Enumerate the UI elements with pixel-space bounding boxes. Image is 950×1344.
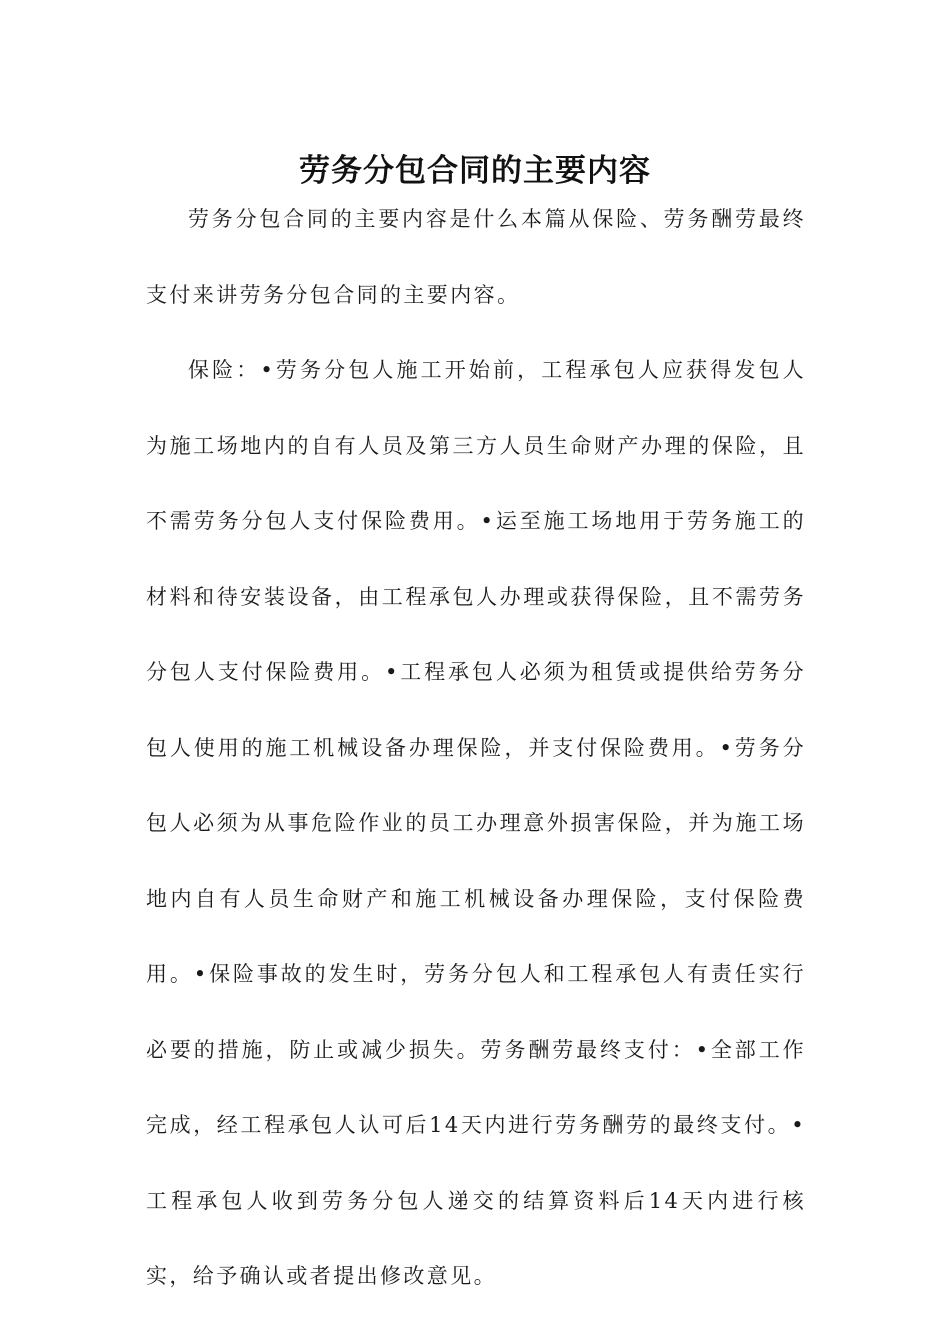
intro-section: [146, 182, 806, 333]
insurance-and-payment-paragraph: 保险：•劳务分包人施工开始前，工程承包人应获得发包人为施工场地内的自有人员及第三方人员生命财产办理的保险，且不需劳务分包人支付保险费用。•运至施工场地用于劳务施工的材料和待安装设备，由工程承包人办理或获得保险，且不需劳务分包人支付保险费用。•工程承包人必须为租赁或提供给劳务分包人使用的施工机械设备办理保险，并支付保险费用。•劳务分包人必须为从事危险作业的员工办理意外损害保险，并为施工场地内自有人员生命财产和施工机械设备办理保险，支付保险费用。•保险事故的发生时，劳务分包人和工程承包人有责任实行必要的措施，防止或减少损失。劳务酬劳最终支付：•全部工作完成，经工程承包人认可后14天内进行劳务酬劳的最终支付。•工程承包人收到劳务分包人递交的结算资料后14天内进行核实，给予确认或者提出修改意见。: [146, 358, 806, 1288]
main-section: [146, 333, 806, 1315]
intro-paragraph: 劳务分包合同的主要内容是什么本篇从保险、劳务酬劳最终支付来讲劳务分包合同的主要内容。: [146, 207, 806, 307]
document-title: 劳务分包合同的主要内容: [299, 152, 651, 189]
